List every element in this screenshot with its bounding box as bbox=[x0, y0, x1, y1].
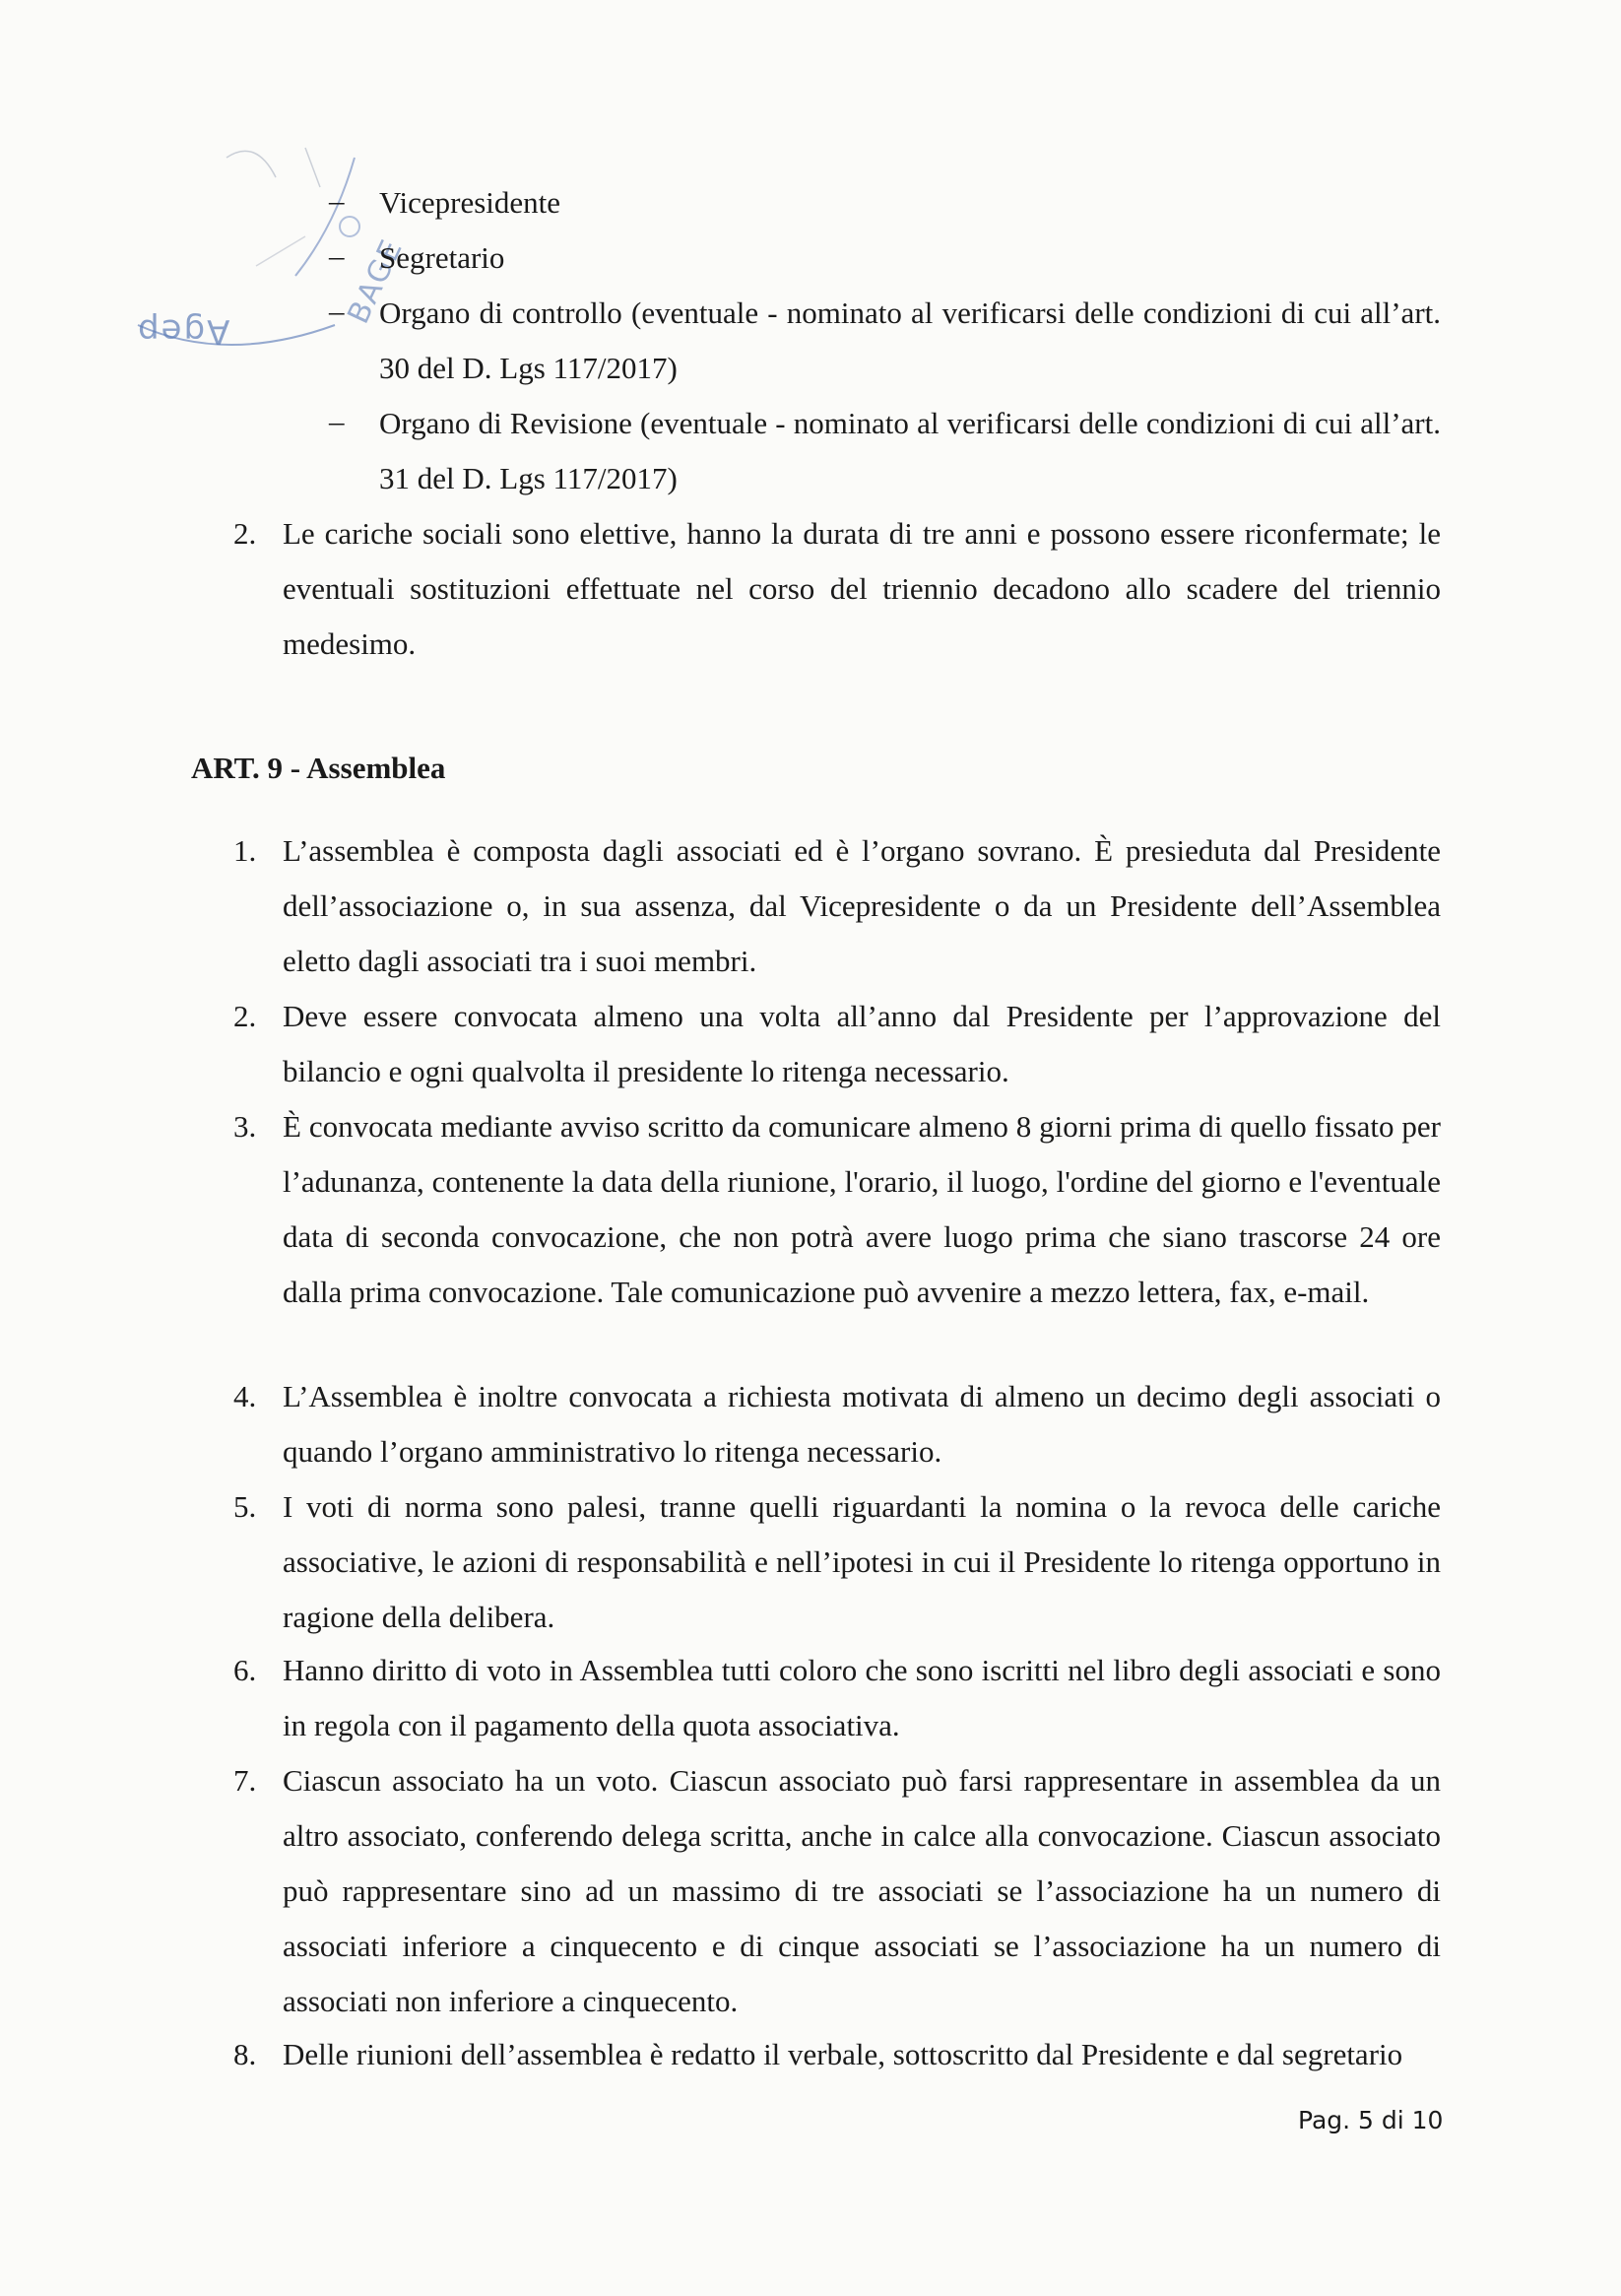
paragraph-number: 3. bbox=[233, 1109, 257, 1144]
paragraph-text: I voti di norma sono palesi, tranne quelli riguardanti la nomina o la revoca delle cariche associative, le azioni di responsabilità e nell’ipotesi in cui il Presidente lo ritenga opportuno in ragione della delibera. bbox=[283, 1489, 1441, 1634]
paragraph-number: 4. bbox=[233, 1379, 257, 1413]
paragraph-text: Hanno diritto di voto in Assemblea tutti coloro che sono iscritti nel libro degli associati e sono in regola con il pagamento della quota associativa. bbox=[283, 1653, 1441, 1742]
list-item-text: Vicepresidente bbox=[379, 185, 561, 220]
paragraph-number: 1. bbox=[233, 833, 257, 868]
paragraph-text: Le cariche sociali sono elettive, hanno la durata di tre anni e possono essere riconfermate; le eventuali sostituzioni effettuate nel corso del triennio decadono allo scadere del triennio medesimo. bbox=[283, 516, 1441, 661]
paragraph-number: 7. bbox=[233, 1763, 257, 1798]
stamp-text: BAGE bbox=[341, 232, 411, 330]
stamp-text: Ageр bbox=[136, 311, 230, 351]
paragraph-text: Delle riunioni dell’assemblea è redatto il verbale, sottoscritto dal Presidente e dal segretario bbox=[283, 2037, 1403, 2071]
paragraph-number: 5. bbox=[233, 1489, 257, 1524]
list-dash: – bbox=[329, 238, 345, 273]
paragraph-text: L’Assemblea è inoltre convocata a richiesta motivata di almeno un decimo degli associati o quando l’organo amministrativo lo ritenga necessario. bbox=[283, 1379, 1441, 1469]
paragraph-number: 2. bbox=[233, 999, 257, 1033]
paragraph-text: Deve essere convocata almeno una volta all’anno dal Presidente per l’approvazione del bilancio e ogni qualvolta il presidente lo ritenga necessario. bbox=[283, 999, 1441, 1088]
paragraph-number: 2. bbox=[233, 516, 257, 551]
list-item-text: Segretario bbox=[379, 240, 505, 275]
paragraph-text: Ciascun associato ha un voto. Ciascun associato può farsi rappresentare in assemblea da un altro associato, conferendo delega scritta, anche in calce alla convocazione. Ciascun associato può rappresentare sino ad un massimo di tre associati se l’associazione ha un numero di associati inferiore a cinquecento e di cinque associati se l’associazione ha un numero di associati non inferiore a cinquecento. bbox=[283, 1763, 1441, 2018]
list-dash: – bbox=[329, 404, 345, 438]
list-item-text: Organo di controllo (eventuale - nominato al verificarsi delle condizioni di cui all’art. 30 del D. Lgs 117/2017) bbox=[379, 295, 1441, 385]
paragraph-text: L’assemblea è composta dagli associati ed è l’organo sovrano. È presieduta dal Presidente dell’associazione o, in sua assenza, dal Vicepresidente o da un Presidente dell’Assemblea eletto dagli associati tra i suoi membri. bbox=[283, 833, 1441, 978]
paragraph-number: 8. bbox=[233, 2037, 257, 2071]
list-dash: – bbox=[329, 294, 345, 328]
article-heading: ART. 9 - Assemblea bbox=[191, 751, 446, 785]
list-dash: – bbox=[329, 183, 345, 218]
paragraph-text: È convocata mediante avviso scritto da comunicare almeno 8 giorni prima di quello fissato per l’adunanza, contenente la data della riunione, l'orario, il luogo, l'ordine del giorno e l'eventuale data di seconda convocazione, che non potrà avere luogo prima che siano trascorse 24 ore dalla prima convocazione. Tale comunicazione può avvenire a mezzo lettera, fax, e-mail. bbox=[283, 1109, 1441, 1309]
page-number: Pag. 5 di 10 bbox=[1298, 2106, 1444, 2134]
paragraph-number: 6. bbox=[233, 1653, 257, 1687]
list-item-text: Organo di Revisione (eventuale - nominato al verificarsi delle condizioni di cui all’art. 31 del D. Lgs 117/2017) bbox=[379, 406, 1441, 495]
